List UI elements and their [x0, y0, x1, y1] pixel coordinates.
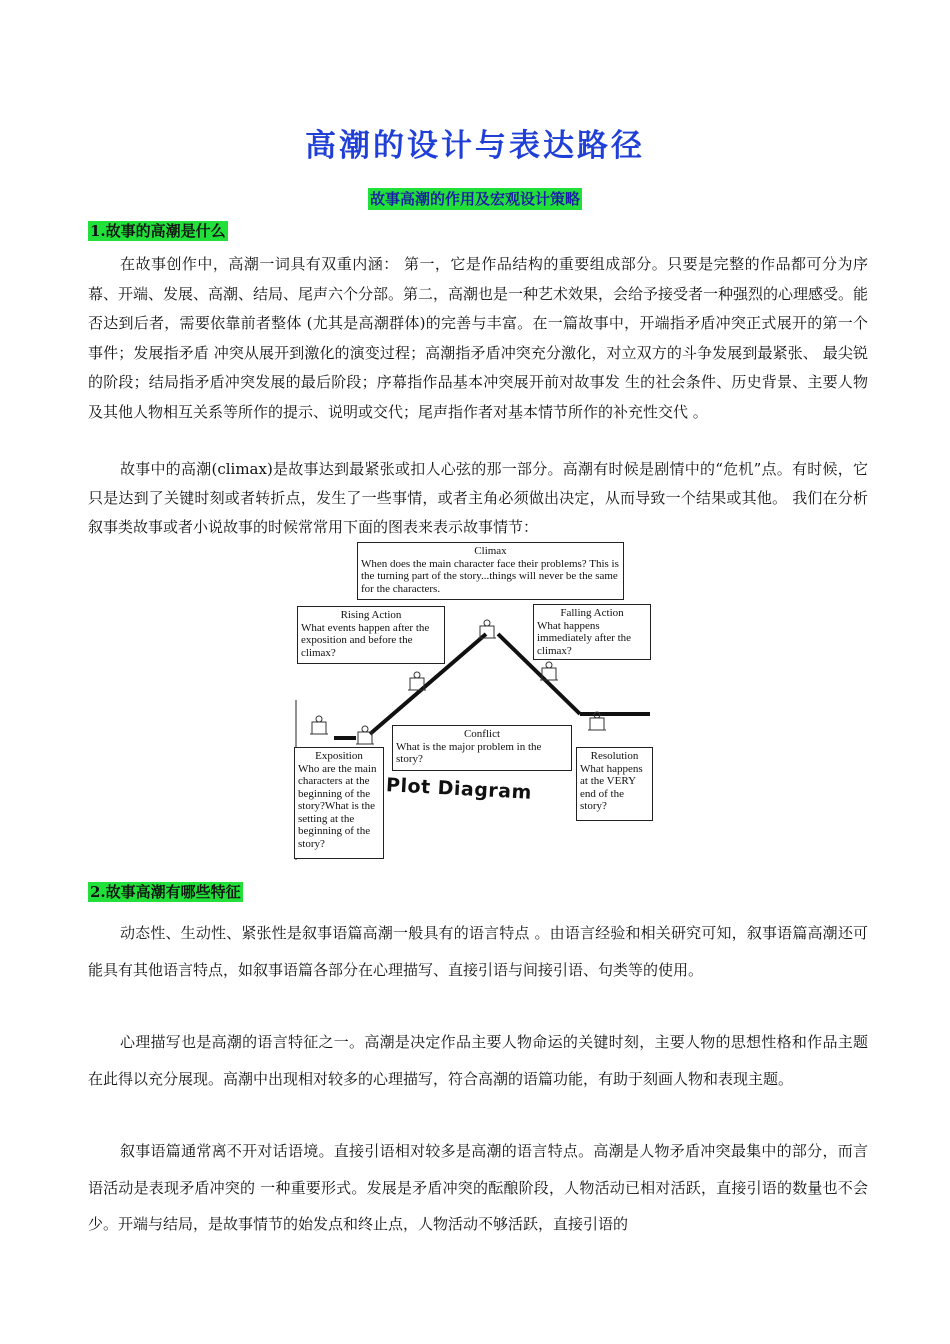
section-1-paragraph-1: 在故事创作中，高潮一词具有双重内涵： 第一，它是作品结构的重要组成部分。只要是完整的作品都可分为序幕、开端、发展、高潮、结局、尾声六个分部。第二，高潮也是一种艺术效果，会给予接受者一种强烈的心理感受。能否达到后者，需要依靠前者整体 (尤其是高潮群体)的完善与丰富。在一篇故事中，开端指矛盾冲突正式展开的第一个事件；发展指矛盾 冲突从展开到激化的演变过程；高潮指矛盾冲突充分激化，对立双方的斗争发展到最紧张、 最尖锐的阶段；结局指矛盾冲突发展的最后阶段；序幕指作品基本冲突展开前对故事发 生的社会条件、历史背景、主要人物及其他人物相互关系等所作的提示、说明或交代；尾声指作者对基本情节所作的补充性交代 。	[88, 255, 869, 421]
climax-title: Climax	[474, 545, 507, 557]
falling-action-title: Falling Action	[560, 607, 624, 619]
section-2-paragraph-2: 心理描写也是高潮的语言特征之一。高潮是决定作品主要人物命运的关键时刻，主要人物的思想性格和作品主题在此得以充分展现。高潮中出现相对较多的心理描写，符合高潮的语篇功能，有助于刻画人物和表现主题。	[88, 1033, 868, 1088]
resolution-title: Resolution	[590, 750, 639, 762]
section-1-paragraph-2: 故事中的高潮(climax)是故事达到最紧张或扣人心弦的那一部分。高潮有时候是剧情中的“危机”点。有时候，它只是达到了关键时刻或者转折点，发生了一些事情，或者主角必须做出决定，从而导致一个结果或其他。 我们在分析叙事类故事或者小说故事的时候常常用下面的图表来表示故事情节：	[88, 460, 868, 536]
subtitle-row	[0, 188, 950, 210]
exposition-text: Who are the main characters at the beginning of the story?What is the setting at the beginning of the story?	[298, 762, 377, 850]
exposition-title: Exposition	[315, 750, 363, 762]
conflict-title: Conflict	[463, 728, 501, 740]
rising-action-title: Rising Action	[340, 609, 402, 621]
document-subtitle: 故事高潮的作用及宏观设计策略	[369, 190, 580, 208]
rising-action-box	[297, 606, 445, 664]
conflict-box	[392, 725, 572, 771]
climax-box	[357, 542, 624, 600]
falling-action-box	[533, 604, 651, 660]
section-heading-2: 2.故事高潮有哪些特征	[90, 883, 241, 901]
resolution-text: What happens at the VERY end of the story?	[580, 762, 643, 812]
section-2-paragraph-1: 动态性、生动性、紧张性是叙事语篇高潮一般具有的语言特点 。由语言经验和相关研究可知，叙事语篇高潮还可能具有其他语言特点，如叙事语篇各部分在心理描写、直接引语与间接引语、句类等的使用。	[88, 924, 868, 979]
plot-diagram-figure	[294, 542, 658, 860]
climax-text: When does the main character face their problems? This is the turning part of the story...things will never be the same for the characters.	[361, 557, 619, 595]
conflict-text: What is the major problem in the story?	[396, 740, 542, 765]
section-heading-1: 1.故事的高潮是什么	[90, 222, 226, 240]
exposition-box	[294, 747, 384, 859]
resolution-box	[576, 747, 653, 821]
plot-diagram-label: Plot Diagram	[385, 774, 533, 804]
section-2-paragraph-3: 叙事语篇通常离不开对话语境。直接引语相对较多是高潮的语言特点。高潮是人物矛盾冲突最集中的部分，而言语活动是表现矛盾冲突的 一种重要形式。发展是矛盾冲突的酝酿阶段，人物活动已相对活跃，直接引语的数量也不会少。开端与结局，是故事情节的始发点和终止点，人物活动不够活跃，直接引语的	[88, 1142, 868, 1233]
document-title: 高潮的设计与表达路径	[305, 128, 645, 164]
falling-action-text: What happens immediately after the climax?	[537, 619, 632, 657]
rising-action-text: What events happen after the exposition and before the climax?	[301, 621, 430, 659]
rider-icon	[310, 716, 328, 734]
